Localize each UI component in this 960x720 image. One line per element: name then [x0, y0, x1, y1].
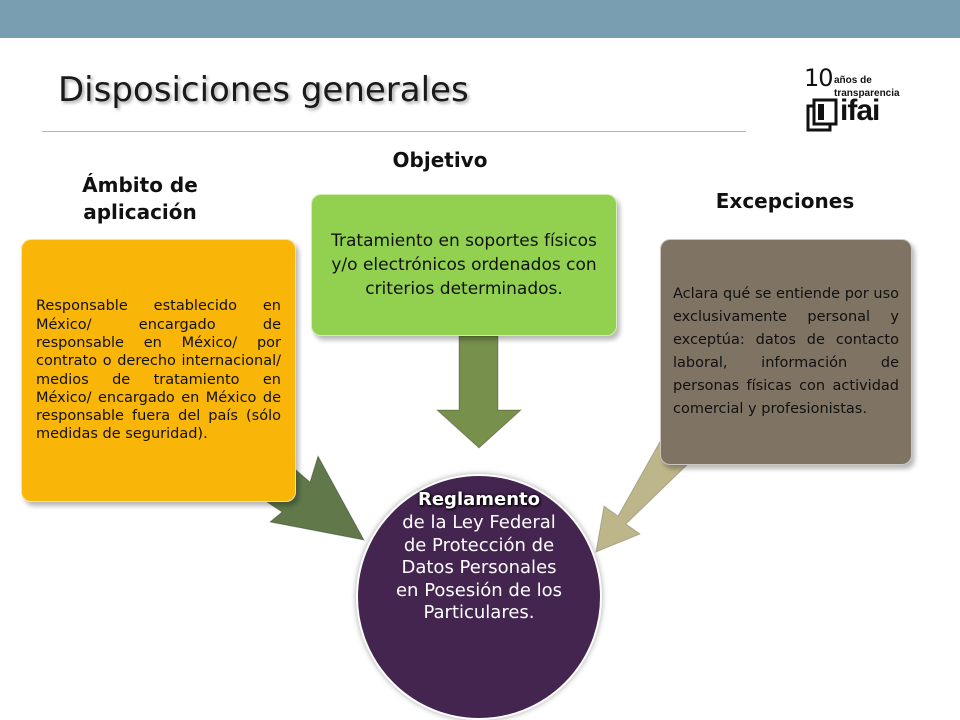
objetivo-box — [311, 194, 617, 336]
ambito-label: Ámbito de aplicación — [82, 173, 198, 224]
reglamento-title: Reglamento — [417, 489, 541, 510]
slide-title: Disposiciones generales — [58, 70, 469, 110]
excepciones-box — [660, 239, 912, 465]
ambito-text: Responsable establecido en México/ encargado de responsable en México/ por contrato o derecho internacional/ medios de tratamiento en México/ encargado en México de responsable fuera del país (sólo medidas de seguridad). — [36, 298, 281, 443]
ambito-box — [21, 239, 296, 502]
logo-subtitle-line1: años de — [834, 75, 872, 86]
logo-wordmark: ifai — [840, 94, 880, 127]
logo-subtitle-line2: transparencia — [834, 88, 900, 99]
reglamento-body: de la Ley Federal de Protección de Datos Personales en Posesión de los Particulares. — [395, 512, 563, 623]
reglamento-circle — [356, 474, 602, 720]
excepciones-text: Aclara qué se entiende por uso exclusivamente personal y exceptúa: datos de contacto laboral, información de personas físicas con actividad comercial y profesionistas. — [673, 286, 899, 417]
objetivo-text: Tratamiento en soportes físicos y/o electrónicos ordenados con criterios determinados. — [331, 231, 597, 299]
objetivo-label: Objetivo — [392, 148, 488, 172]
logo-number: 10 — [804, 64, 833, 92]
objetivo-arrow — [437, 336, 521, 448]
excepciones-label: Excepciones — [715, 189, 855, 213]
